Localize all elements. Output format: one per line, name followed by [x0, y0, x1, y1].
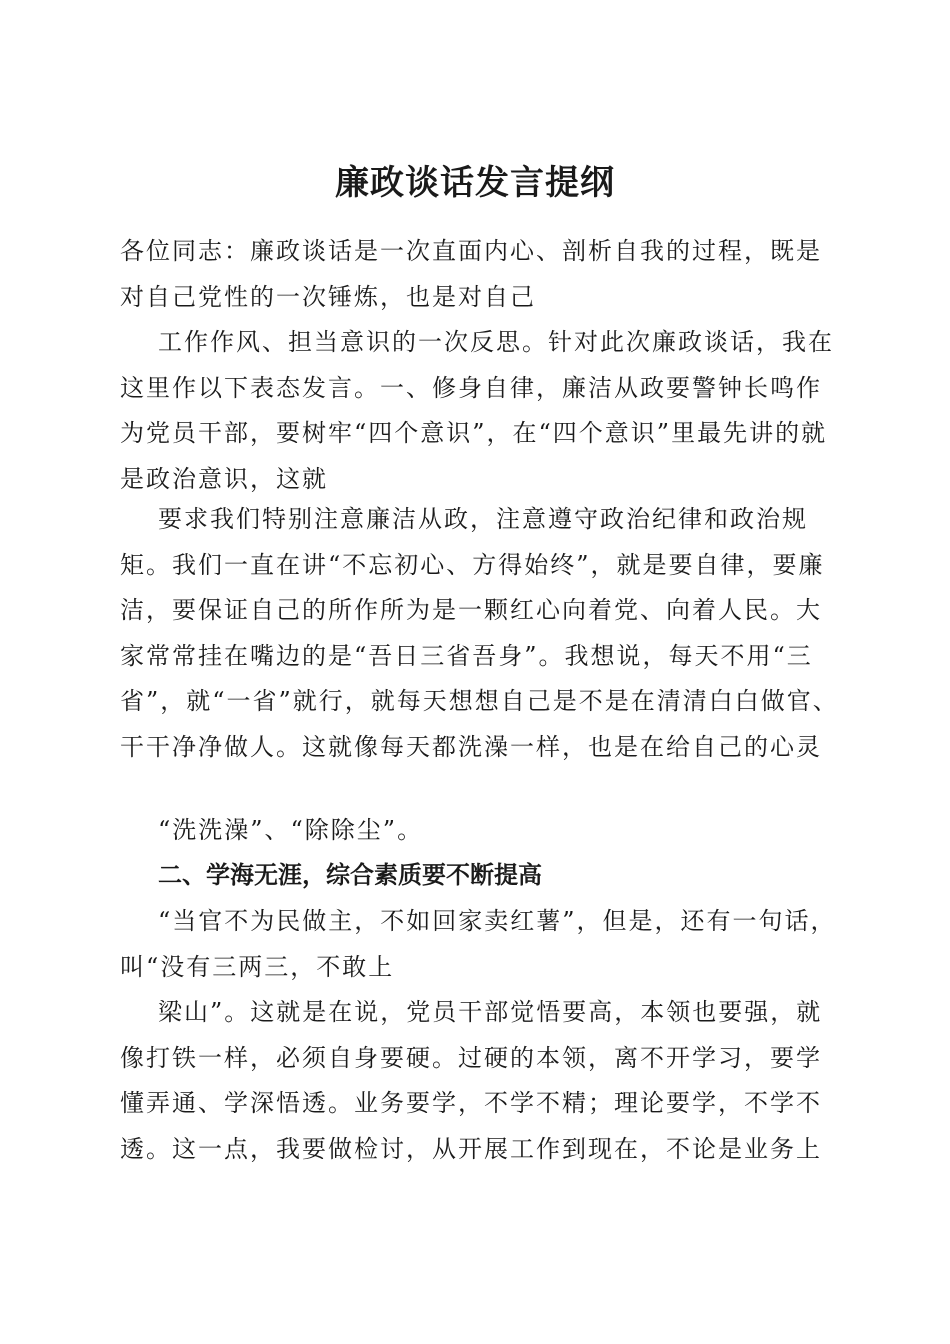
paragraph-opening: 各位同志：廉政谈话是一次直面内心、剖析自我的过程，既是对自己党性的一次锤炼，也是对自己 [120, 237, 822, 311]
paragraph-integrity: 要求我们特别注意廉洁从政，注意遵守政治纪律和政治规矩。我们一直在讲“不忘初心、方得始终”，就是要自律，要廉洁，要保证自己的所作所为是一颗红心向着党、向着人民。大家常常挂在嘴边的是“吾日三省吾身”。我想说，每天不用“三省”，就“一省”就行，就每天想想自己是不是在清清白白做官、干干净净做人。这就像每天都洗澡一样，也是在给自己的心灵 [120, 505, 839, 761]
paragraph-quote: “当官不为民做主，不如回家卖红薯”，但是，还有一句话，叫“没有三两三，不敢上 [120, 907, 837, 981]
paragraph-cleanse: “洗洗澡”、“除除尘”。 [158, 816, 424, 844]
paragraph-self-discipline: 工作作风、担当意识的一次反思。针对此次廉政谈话，我在这里作以下表态发言。一、修身自律，廉洁从政要警钟长鸣作为党员干部，要树牢“四个意识”，在“四个意识”里最先讲的就是政治意识，这就 [120, 328, 834, 493]
section-heading-2: 二、学海无涯，综合素质要不断提高 [158, 861, 542, 889]
paragraph-learning: 梁山”。这就是在说，党员干部觉悟要高，本领也要强，就像打铁一样，必须自身要硬。过硬的本领，离不开学习，要学懂弄通、学深悟透。业务要学，不学不精；理论要学，不学不透。这一点，我要做检讨，从开展工作到现在，不论是业务上 [120, 998, 823, 1163]
document-title: 廉政谈话发言提纲 [335, 162, 615, 203]
